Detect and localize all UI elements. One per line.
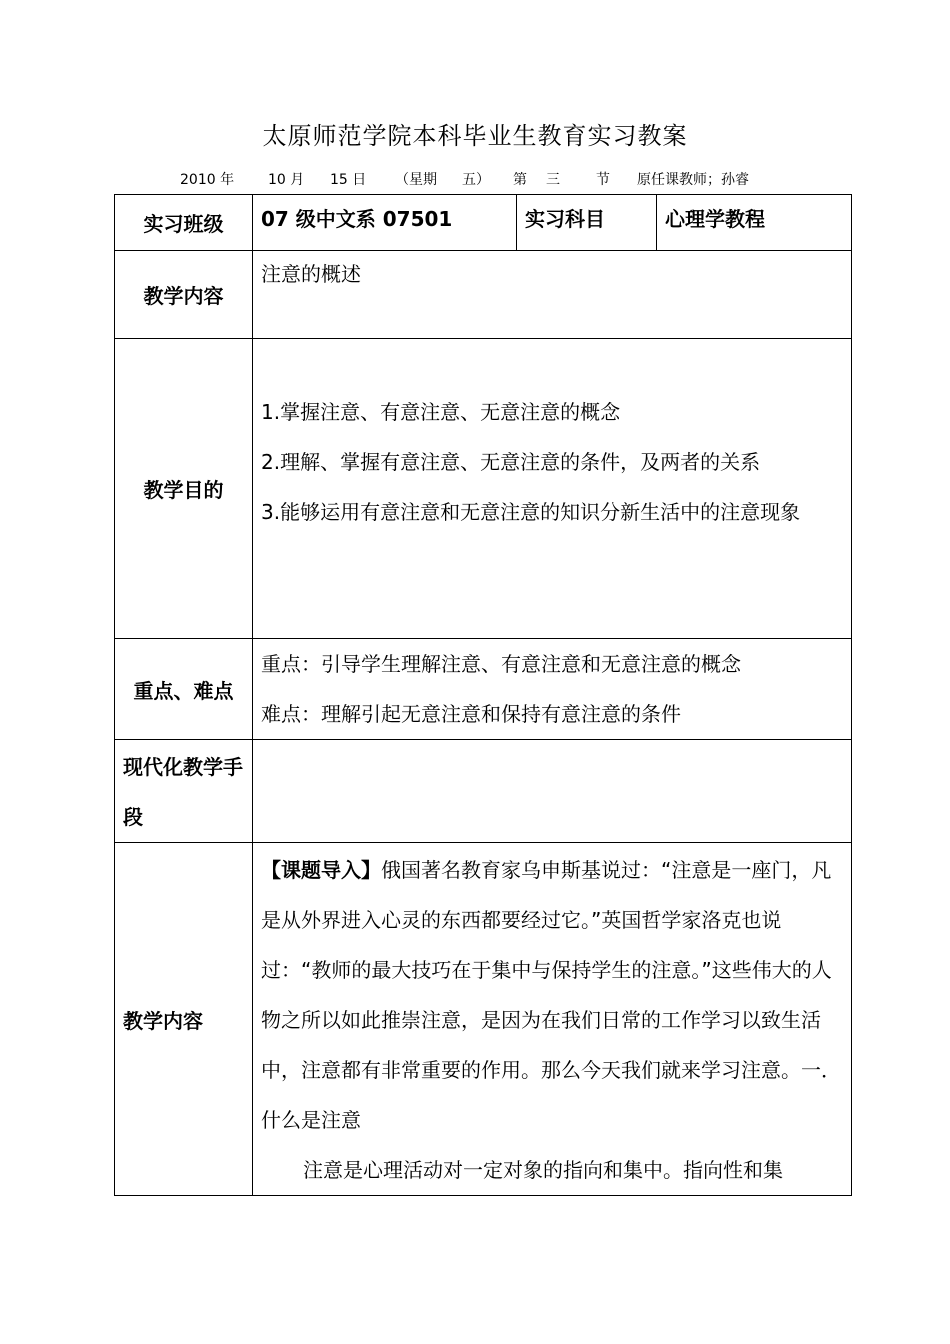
meta-period-prefix: 第 bbox=[513, 172, 527, 188]
meta-weekday-open: （星期 bbox=[395, 172, 437, 188]
media-value bbox=[253, 740, 852, 843]
media-label: 现代化教学手段 bbox=[115, 740, 253, 843]
meta-weekday: 五） bbox=[462, 172, 490, 188]
definition-paragraph: 注意是心理活动对一定对象的指向和集中。指向性和集 bbox=[303, 1158, 783, 1182]
row-key-points bbox=[115, 639, 852, 740]
page-title: 太原师范学院本科毕业生教育实习教案 bbox=[262, 122, 688, 150]
subject-value: 心理学教程 bbox=[657, 195, 852, 251]
key-point: 重点：引导学生理解注意、有意注意和无意注意的概念 bbox=[261, 652, 741, 676]
goal-list bbox=[261, 345, 843, 537]
body-cell bbox=[253, 843, 852, 1196]
goal-cell bbox=[253, 339, 852, 639]
row-media bbox=[115, 740, 852, 843]
key-label: 重点、难点 bbox=[115, 639, 253, 740]
meta-year: 2010 年 bbox=[180, 172, 235, 188]
difficulty: 难点：理解引起无意注意和保持有意注意的条件 bbox=[261, 702, 681, 726]
row-body bbox=[115, 843, 852, 1196]
meta-period-suffix: 节 bbox=[596, 172, 610, 188]
row-content bbox=[115, 251, 852, 339]
intro-heading: 【课题导入】 bbox=[261, 858, 381, 882]
intro-paragraph bbox=[261, 845, 843, 1145]
lesson-plan-table bbox=[114, 194, 852, 1196]
intro-text: 俄国著名教育家乌申斯基说过：“注意是一座门，凡是从外界进入心灵的东西都要经过它。”英国哲学家洛克也说过：“教师的最大技巧在于集中与保持学生的注意。”这些伟大的人物之所以如此推崇注意，是因为在我们日常的工作学习以致生活中，注意都有非常重要的作用。那么今天我们就来学习注意。一．什么是注意 bbox=[261, 858, 841, 1132]
row-class bbox=[115, 195, 852, 251]
subject-label: 实习科目 bbox=[517, 195, 657, 251]
goal-item: 3.能够运用有意注意和无意注意的知识分新生活中的注意现象 bbox=[261, 500, 801, 524]
meta-month: 10 月 bbox=[268, 172, 305, 188]
class-value: 07 级中文系 07501 bbox=[253, 195, 517, 251]
goal-item: 2.理解、掌握有意注意、无意注意的条件，及两者的关系 bbox=[261, 450, 761, 474]
goal-label: 教学目的 bbox=[115, 339, 253, 639]
class-label: 实习班级 bbox=[115, 195, 253, 251]
content-label: 教学内容 bbox=[115, 251, 253, 339]
key-cell bbox=[253, 639, 852, 740]
goal-item: 1.掌握注意、有意注意、无意注意的概念 bbox=[261, 400, 621, 424]
content-value: 注意的概述 bbox=[253, 251, 852, 339]
meta-teacher: 原任课教师；孙睿 bbox=[637, 172, 749, 188]
row-goals bbox=[115, 339, 852, 639]
meta-day: 15 日 bbox=[330, 172, 367, 188]
body-label: 教学内容 bbox=[115, 843, 253, 1196]
meta-period: 三 bbox=[546, 172, 560, 188]
